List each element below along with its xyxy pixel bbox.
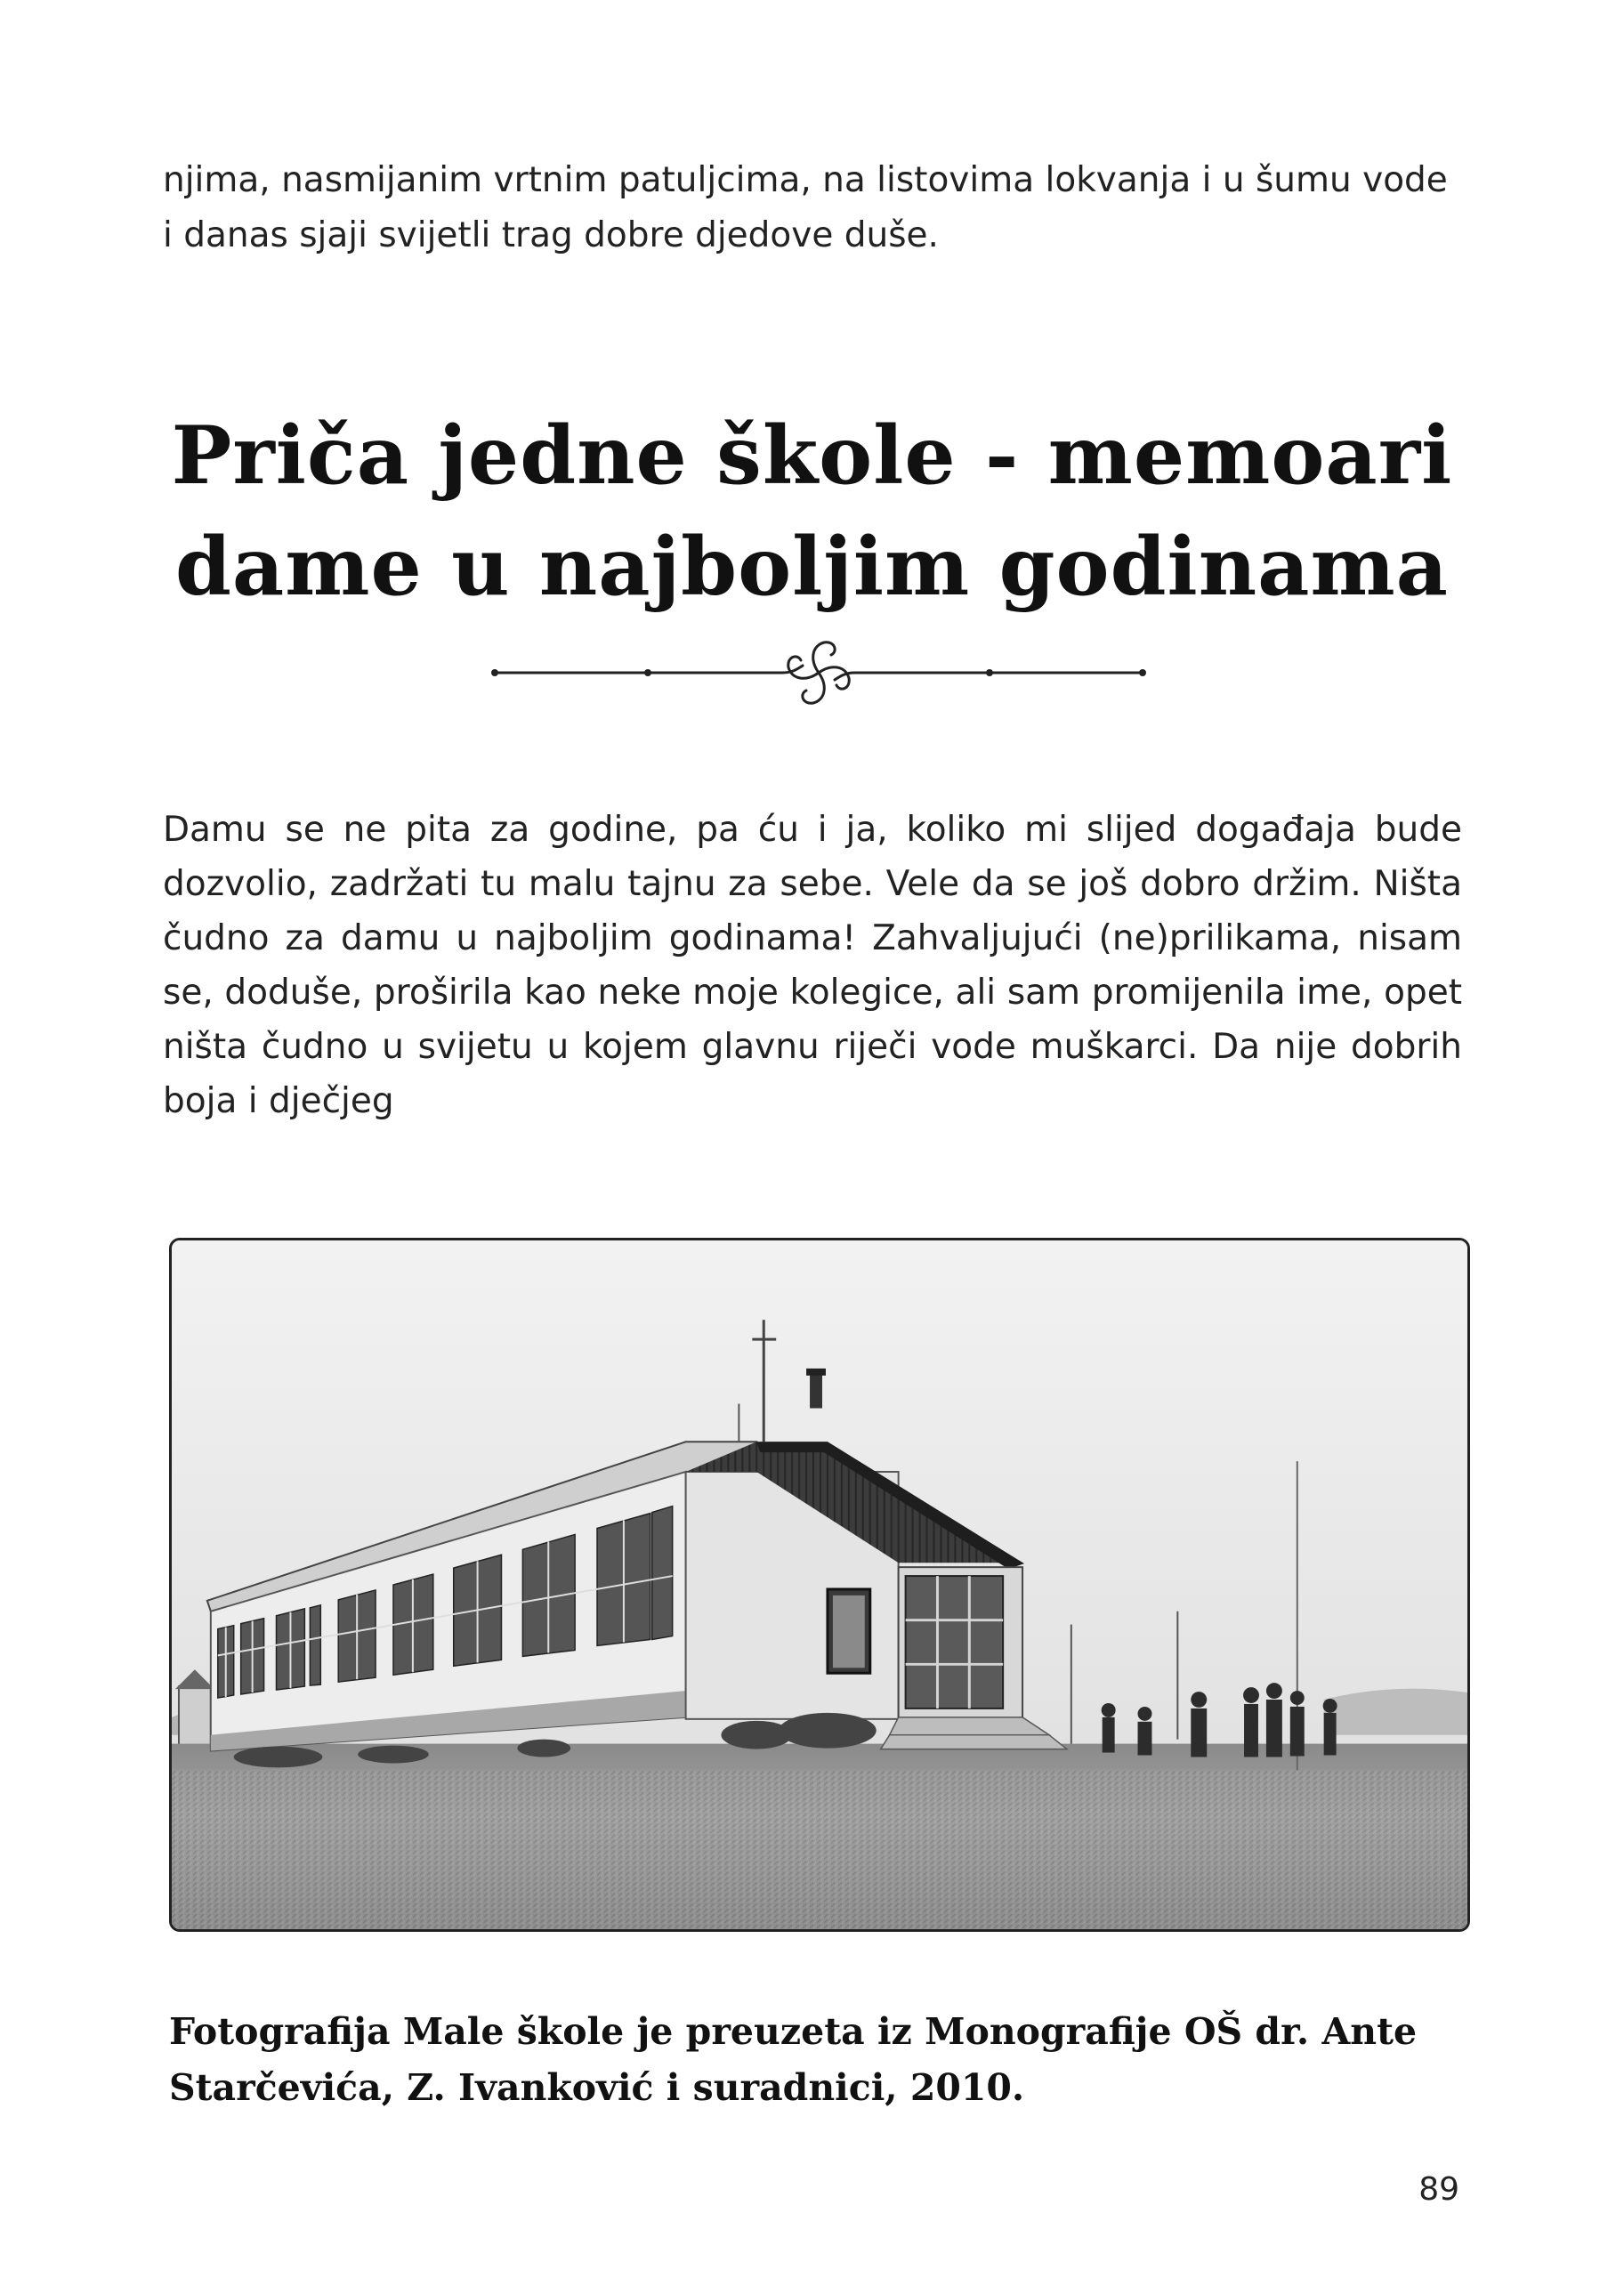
page-number: 89 [1418, 2171, 1459, 2208]
body-paragraph: Damu se ne pita za godine, pa ću i ja, koliko mi slijed događaja bude dozvolio, zadržati tu malu tajnu za sebe. Vele da se još dobro držim. Ništa čudno za damu u najboljim godinama! Zahvaljujući (ne)prilikama, nisam se, doduše, proširila kao neke moje kolegice, ali sam promijenila ime, opet ništa čudno u svijetu u kojem glavnu riječi vode muškarci. Da nije dobrih boja i dječjeg [163, 810, 1462, 1121]
chapter-title: Priča jedne škole - memoari dame u najboljim godinama [171, 408, 1453, 614]
ornament-divider-icon [489, 634, 1148, 707]
photo-caption: Fotografija Male škole je preuzeta iz Monografije OŠ dr. Ante Starčevića, Z. Ivanković i suradnici, 2010. [169, 2010, 1418, 2109]
school-building-photo-icon [172, 1240, 1467, 1929]
school-photo [169, 1238, 1470, 1932]
intro-paragraph: njima, nasmijanim vrtnim patuljcima, na listovima lokvanja i u šumu vode i danas sjaji svijetli trag dobre djedove duše. [163, 160, 1448, 255]
